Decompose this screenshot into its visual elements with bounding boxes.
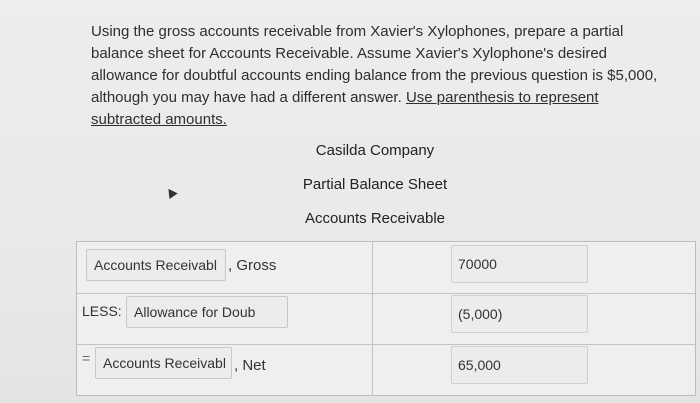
section-title: Accounts Receivable <box>304 210 446 227</box>
question-text: Using the gross accounts receivable from Xavier's Xylophones, prepare a partial balance sheet for Accounts Receivable. Assume Xavier's Xylophone's desired allowance for doubtful accounts ending balance from the previous question is $5,000, although you may have had a different answer. <box>91 23 658 106</box>
balance-sheet-table <box>76 241 696 396</box>
table-row <box>77 242 695 294</box>
allowance-amount-input[interactable]: (5,000) <box>451 295 588 333</box>
table-row <box>77 293 695 345</box>
net-amount-input[interactable]: 65,000 <box>451 346 588 384</box>
account-select-allowance[interactable]: Allowance for Doub <box>126 296 288 328</box>
equals-label: = <box>82 350 91 366</box>
question-prompt <box>91 21 671 131</box>
net-suffix-label: , Net <box>234 357 266 374</box>
gross-amount-input[interactable]: 70000 <box>451 245 588 283</box>
question-instruction-underlined: Use parenthesis to represent subtracted amounts. <box>91 89 599 128</box>
gross-suffix-label: , Gross <box>228 257 277 274</box>
statement-title: Partial Balance Sheet <box>302 176 448 193</box>
table-row <box>77 344 695 395</box>
company-name: Casilda Company <box>315 142 435 159</box>
account-select-net[interactable]: Accounts Receivabl <box>95 347 232 379</box>
less-label: LESS: <box>82 303 122 319</box>
account-select-gross[interactable]: Accounts Receivabl <box>86 249 226 281</box>
